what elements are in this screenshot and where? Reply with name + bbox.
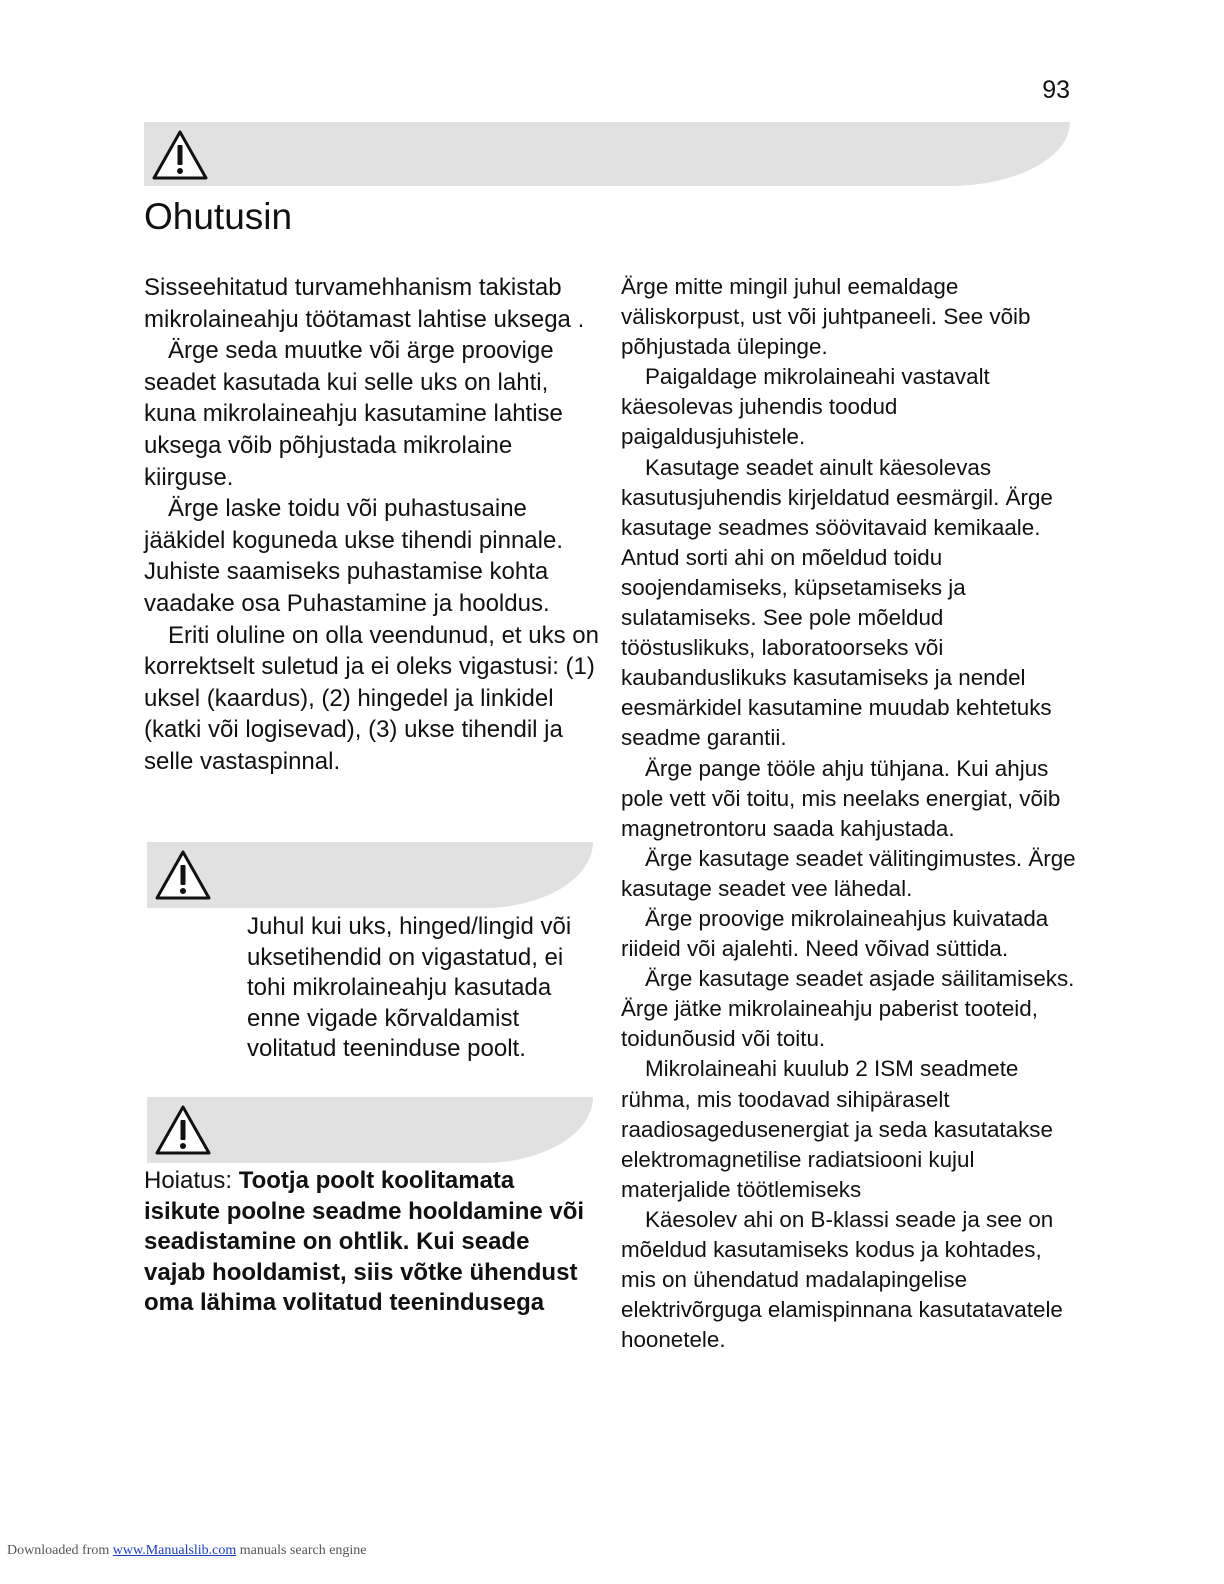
warning-triangle-icon	[150, 128, 210, 182]
right-column	[621, 272, 1076, 1355]
paragraph: Käesolev ahi on B-klassi seade ja see on mõeldud kasutamiseks kodus ja kohtades, mis on ühendatud madalapingelise elektrivõrguga elamispinnana kasutatavatele hoonetele.	[621, 1206, 1063, 1353]
paragraph: Ärge seda muutke või ärge proovige seadet kasutada kui selle uks on lahti, kuna mikrolaineahju kasutamine lahtise uksega võib põhjustada mikrolaine kiirguse.	[144, 337, 563, 491]
warning-triangle-icon	[153, 848, 213, 902]
footer-suffix: manuals search engine	[239, 1543, 367, 1558]
warning-text: Tootja poolt koolitamata isikute poolne seadme hooldamine või seadistamine on ohtlik. Kui seade vajab hooldamist, siis võtke ühendust oma lähima volitatud teenindusega	[144, 1167, 585, 1316]
paragraph: Ärge laske toidu või puhastusaine jääkidel koguneda ukse tihendi pinnale. Juhiste saamiseks puhastamise kohta vaadake osa Puhastamine ja hooldus.	[144, 495, 563, 617]
section-title: Ohutusin	[144, 196, 293, 237]
paragraph: Ärge kasutage seadet asjade säilitamiseks. Ärge jätke mikrolaineahju paberist tooteid, toidunõusid või toitu.	[621, 966, 1075, 1052]
paragraph: Ärge proovige mikrolaineahjus kuivatada riideid või ajalehti. Need võivad süttida.	[621, 905, 1049, 962]
paragraph: Eriti oluline on olla veendunud, et uks on korrektselt suletud ja ei oleks vigastusi: (1) uksel (kaardus), (2) hingedel ja linkidel (katki või logisevad), (3) ukse tihendil ja selle vastaspinnal.	[144, 621, 599, 775]
warning-banner	[147, 1097, 593, 1163]
paragraph: Ärge mitte mingil juhul eemaldage väliskorpust, ust või juhtpaneeli. See võib põhjustada ülepinge.	[621, 274, 1031, 360]
paragraph: Ärge kasutage seadet välitingimustes. Ärge kasutage seadet vee lähedal.	[621, 845, 1076, 901]
section-header-banner	[144, 122, 1070, 186]
paragraph: Paigaldage mikrolaineahi vastavalt käesolevas juhendis toodud paigaldusjuhistele.	[621, 364, 990, 450]
page-number: 93	[1042, 76, 1070, 104]
paragraph: Sisseehitatud turvamehhanism takistab mikrolaineahju töötamast lahtise uksega .	[144, 274, 585, 333]
warning-label: Hoiatus:	[144, 1167, 233, 1194]
download-footer	[7, 1543, 367, 1559]
door-damage-warning	[144, 912, 594, 1065]
left-column	[144, 272, 599, 778]
warning-triangle-icon	[153, 1103, 213, 1157]
footer-prefix: Downloaded from	[7, 1543, 110, 1558]
paragraph: Mikrolaineahi kuulub 2 ISM seadmete rühma, mis toodavad sihipäraselt raadiosagedusenergiat ja seda kasutatakse elektromagnetilise radiatsiooni kujul materjalide töötlemiseks	[621, 1056, 1053, 1202]
service-warning	[144, 1166, 594, 1319]
paragraph: Kasutage seadet ainult käesolevas kasutusjuhendis kirjeldatud eesmärgil. Ärge kasutage seadmes söövitavaid kemikaale. Antud sorti ahi on mõeldud toidu soojendamiseks, küpsetamiseks ja sulatamiseks. See pole mõeldud tööstuslikuks, laboratoorseks või kaubanduslikuks kasutamiseks ja nendel eesmärkidel kasutamine muudab kehtetuks seadme garantii.	[621, 454, 1053, 751]
manualslib-link[interactable]: www.Manualslib.com	[112, 1543, 237, 1558]
warning-text: Juhul kui uks, hinged/lingid või uksetihendid on vigastatud, ei tohi mikrolaineahju kasutada enne vigade kõrvaldamist volitatud teeninduse poolt.	[247, 913, 572, 1062]
paragraph: Ärge pange tööle ahju tühjana. Kui ahjus pole vett või toitu, mis neelaks energiat, võib magnetrontoru saada kahjustada.	[621, 755, 1061, 841]
warning-banner	[147, 842, 593, 908]
